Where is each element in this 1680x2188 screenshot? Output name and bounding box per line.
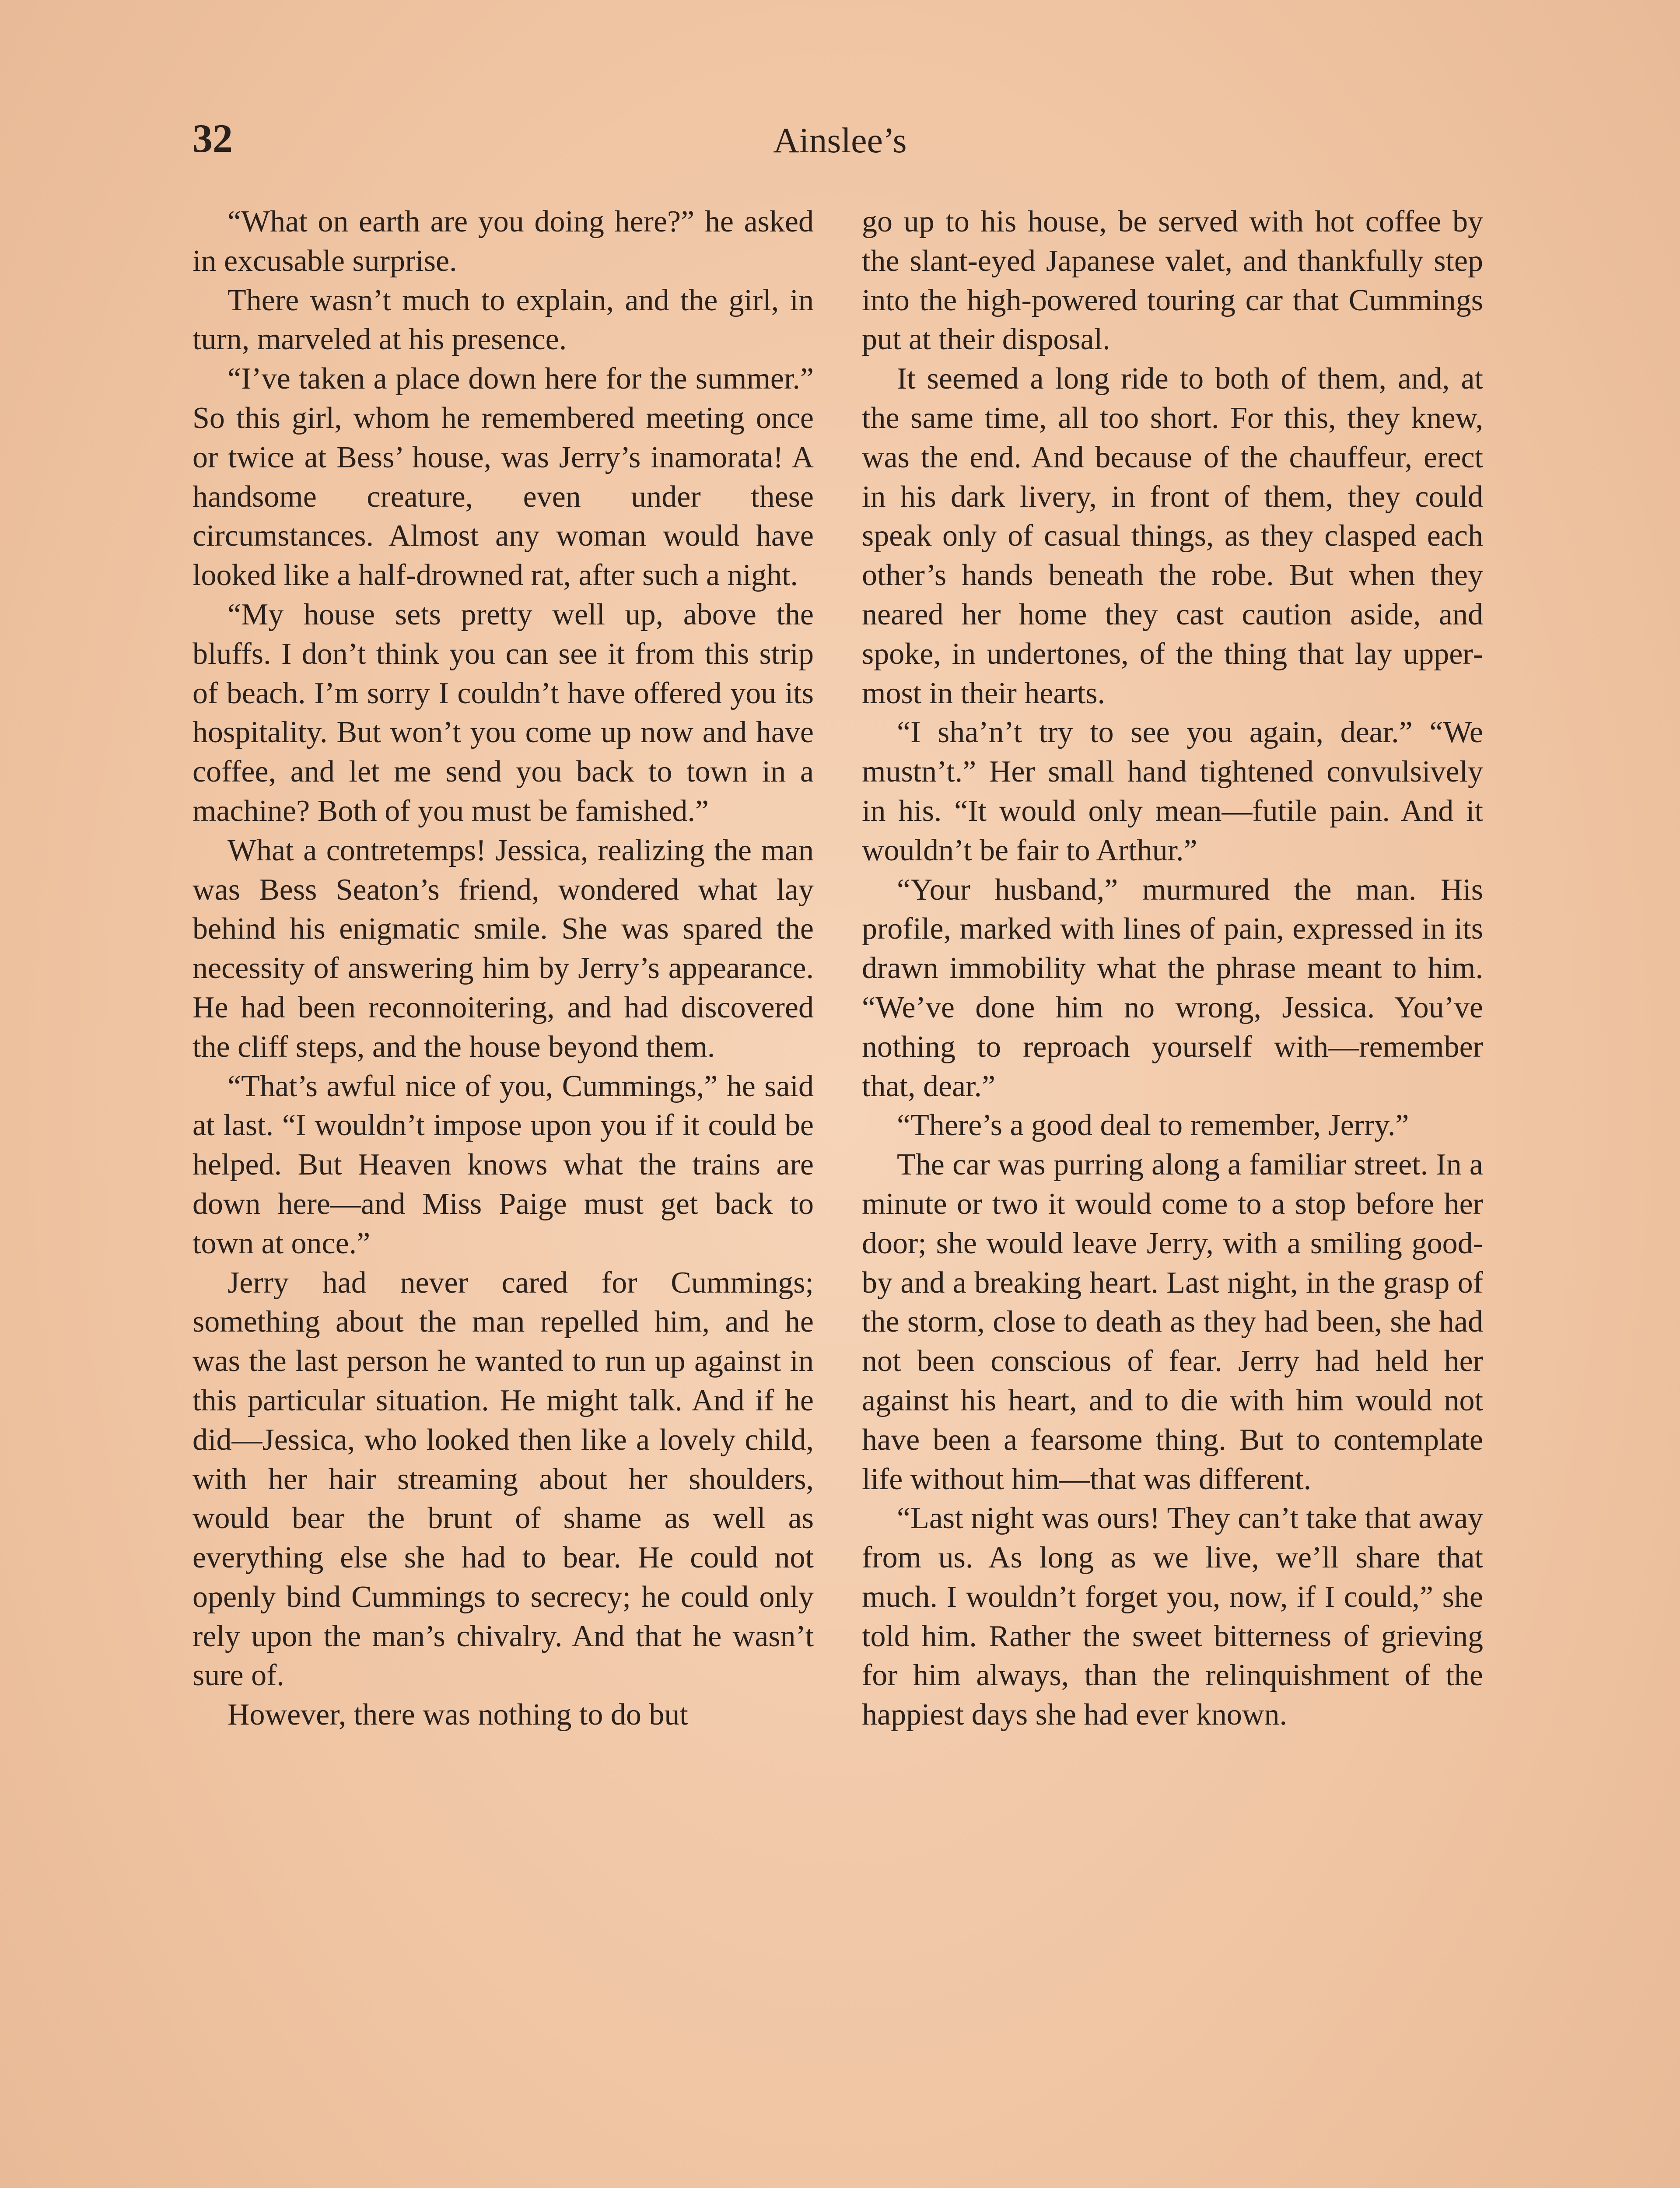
right-column <box>862 202 1483 1735</box>
paragraph: “My house sets pretty well up, above the bluffs. I don’t think you can see it from this strip of beach. I’m sorry I couldn’t have offered you its hospitality. But won’t you come up now and have coffee, and let me send you back to town in a machine? Both of you must be famished.” <box>192 597 814 828</box>
left-column <box>192 202 814 1735</box>
paragraph: “I sha’n’t try to see you again, dear.” “We mustn’t.” Her small hand tightened convulsively in his. “It would only mean—futile pain. And it wouldn’t be fair to Arthur.” <box>862 715 1483 867</box>
paragraph: However, there was nothing to do but <box>228 1698 688 1732</box>
paragraph: go up to his house, be served with hot coffee by the slant-eyed Japanese valet, and thankfully step into the high-powered touring car that Cummings put at their disposal. <box>862 205 1483 357</box>
paragraph: Jerry had never cared for Cummings; something about the man repelled him, and he was the last person he wanted to run up against in this particular situation. He might talk. And if he did—Jessica, who looked then like a lovely child, with her hair streaming about her shoulders, would bear the brunt of shame as well as everything else she had to bear. He could not openly bind Cummings to secrecy; he could only rely upon the man’s chivalry. And that he wasn’t sure of. <box>192 1266 814 1693</box>
paragraph: “Last night was ours! They can’t take that away from us. As long as we live, we’ll share that much. I wouldn’t forget you, now, if I could,” she told him. Rather the sweet bitterness of grieving for him always, than the relinquishment of the happiest days she had ever known. <box>862 1501 1483 1732</box>
paragraph: It seemed a long ride to both of them, and, at the same time, all too short. For this, they knew, was the end. And because of the chauffeur, erect in his dark livery, in front of them, they could speak only of casual things, as they clasped each other’s hands beneath the robe. But when they neared her home they cast caution aside, and spoke, in undertones, of the thing that lay uppermost in their hearts. <box>862 362 1483 710</box>
running-title: Ainslee’s <box>773 120 907 160</box>
page-number: 32 <box>192 116 233 161</box>
paragraph: The car was purring along a familiar street. In a minute or two it would come to a stop before her door; she would leave Jerry, with a smiling good-by and a breaking heart. Last night, in the grasp of the storm, close to death as they had been, she had not been conscious of fear. Jerry had held her against his heart, and to die with him would not have been a fearsome thing. But to contemplate life without him—that was different. <box>862 1148 1483 1496</box>
paragraph: What a contretemps! Jessica, realizing the man was Bess Seaton’s friend, wondered what lay behind his enigmatic smile. She was spared the necessity of answering him by Jerry’s appearance. He had been reconnoitering, and had discovered the cliff steps, and the house beyond them. <box>192 833 814 1064</box>
paragraph: There wasn’t much to explain, and the girl, in turn, marveled at his presence. <box>192 283 814 357</box>
paragraph: “I’ve taken a place down here for the summer.” So this girl, whom he remembered meeting once or twice at Bess’ house, was Jerry’s inamorata! A handsome creature, even under these circumstances. Almost any woman would have looked like a half-drowned rat, after such a night. <box>192 362 814 593</box>
paragraph: “What on earth are you doing here?” he asked in excusable surprise. <box>192 205 814 278</box>
paragraph: “There’s a good deal to remember, Jerry.” <box>897 1108 1409 1143</box>
paragraph: “Your husband,” murmured the man. His profile, marked with lines of pain, expressed in its drawn immobility what the phrase meant to him. “We’ve done him no wrong, Jessica. You’ve nothing to reproach yourself with—remember that, dear.” <box>862 873 1483 1103</box>
paragraph: “That’s awful nice of you, Cummings,” he said at last. “I wouldn’t impose upon you if it could be helped. But Heaven knows what the trains are down here—and Miss Paige must get back to town at once.” <box>192 1069 814 1260</box>
